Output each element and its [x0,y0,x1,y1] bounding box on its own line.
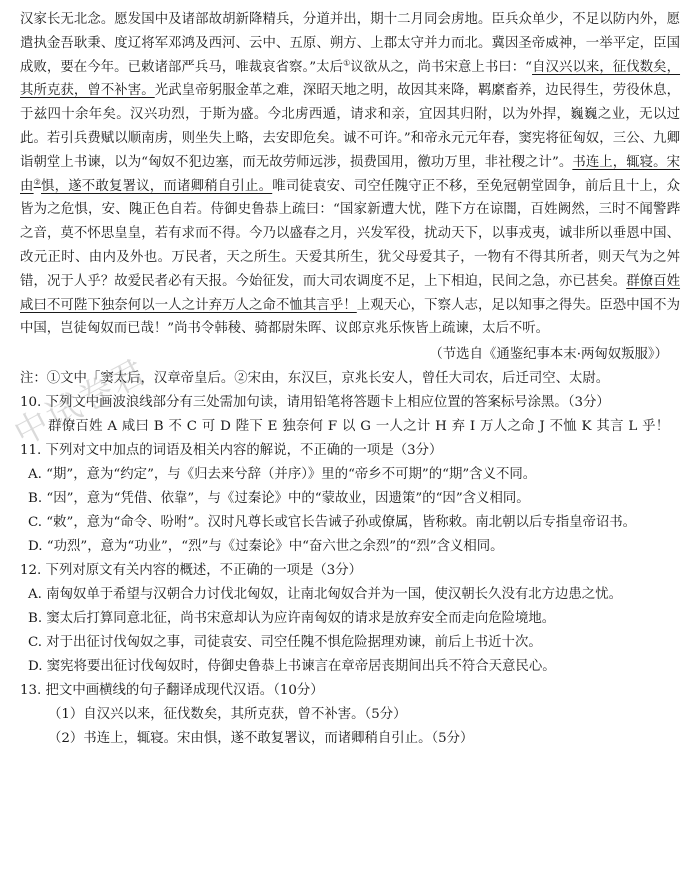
passage-text [20,8,680,341]
watermark-logo: 中试卷君 [7,351,154,455]
question-10-punctuation-line: 群僚百姓 A 咸曰 B 不 C 可 D 陛下 E 独奈何 F 以 G 一人之计 H 弃 I 万人之命 J 不恤 K 其言 L 乎！ [48,419,670,435]
question-10-stem: 10. 下列文中画波浪线部分有三处需加句读，请用铅笔将答题卡上相应位置的答案标号涂黑。（3分） [20,395,610,411]
question-12-option-b: B. 窦太后打算同意北征，尚书宋意却认为应许南匈奴的请求是放弃安全而走向危险境地。 [28,611,556,627]
question-12-option-a: A. 南匈奴单于希望与汉朝合力讨伐北匈奴，让南北匈奴合并为一国，使汉朝长久没有北方边患之忧。 [28,587,622,603]
question-11-option-c: C. “敕”，意为“命令、吩咐”。汉时凡尊长或官长告诫子孙或僚属，皆称敕。南北朝以后专指皇帝诏书。 [28,515,637,531]
underlined-sentence-2a: 书连上，辄寝。宋由 [20,154,680,194]
question-11-option-a: A. “期”，意为“约定”，与《归去来兮辞（并序）》里的“帝乡不可期”的“期”含义不同。 [28,467,537,483]
passage-segment-2: 光武皇帝躬服金革之难，深昭天地之明，故因其来降，羁縻畜养，边民得生，劳役休息，于兹四十余年矣。汉兴功烈，于斯为盛。今北虏西遁，请求和亲，宜因其归附，以为外捍，巍巍之业，无以过此。若引兵费赋以顺南虏，则坐失上略，去安即危矣。诚不可许。”和帝永元元年春，窦宪将征匈奴，三公、九卿诣朝堂上书谏，以为“匈奴不犯边塞，而无故劳师远涉，损费国用，徼功万里，非社稷之计”。 [20,83,681,170]
question-13-stem: 13. 把文中画横线的句子翻译成现代汉语。（10分） [20,683,324,699]
question-13-sub-2: （2）书连上，辄寝。宋由惧，遂不敢复署议，而诸卿稍自引止。（5分） [48,731,474,747]
question-13-sub-1: （1）自汉兴以来，征伐数矣，其所克获，曾不补害。（5分） [48,707,407,723]
passage-notes: 注：①文中「窦太后，汉章帝皇后。②宋由，东汉巨，京兆长安人，曾任大司农，后迁司空、太尉。 [20,371,610,387]
passage-segment-1-tail: 议欲从之，尚书宋意上书曰：“ [350,59,533,75]
question-11-stem: 11. 下列对文中加点的词语及相关内容的解说，不正确的一项是（3分） [20,443,443,459]
question-11-option-d: D. “功烈”，意为“功业”，“烈”与《过秦论》中“奋六世之余烈”的“烈”含义相同。 [28,539,504,555]
underlined-sentence-2b: 惧，遂不敢复署议，而诸卿稍自引止。 [41,178,273,194]
wavy-underlined-sentence: 群僚百姓咸曰不可陛下独奈何以一人之计弃万人之命不恤其言乎！ [20,273,681,313]
passage-segment-1: 汉家长无北念。愿发国中及诸部故胡新降精兵，分道并出，期十二月同会虏地。臣兵众单少，不足以防内外，愿遣执金吾耿秉、度辽将军邓鸿及西河、云中、五原、朔方、上郡太守并力而北。冀因圣帝威神，一举平定，臣国成败，要在今年。已敕诸部严兵马，唯裁哀省察。”太后 [20,12,680,75]
question-11-option-b: B. “因”，意为“凭借、依靠”，与《过秦论》中的“蒙故业，因遗策”的“因”含义相同。 [28,491,530,507]
note-marker-1: ① [343,58,351,68]
underlined-sentence-1: 自汉兴以来，征伐数矣，其所克获，曾不补害。 [20,59,681,99]
question-12-stem: 12. 下列对原文有关内容的概述，不正确的一项是（3分） [20,563,363,579]
passage-source: （节选自《通鉴纪事本末·两匈奴叛服》） [429,347,668,363]
passage-segment-4: 上观天心，下察人志，足以知事之得失。臣恐中国不为中国，岂徒匈奴而已哉！”尚书令韩稜、骑都尉朱晖、议郎京兆乐恢皆上疏谏，太后不听。 [20,297,681,337]
question-12-option-c: C. 对于出征讨伐匈奴之事，司徒袁安、司空任隗不惧危险据理劝谏，前后上书近十次。 [28,635,542,651]
note-marker-2: ② [33,177,41,187]
passage-segment-3: 唯司徒袁安、司空任隗守正不移，至免冠朝堂固争，前后且十上，众皆为之危惧，安、隗正色自若。侍御史鲁恭上疏曰：“国家新遭大忧，陛下方在谅闇，百姓阙然，三时不闻警跸之音，莫不怀思皇皇，若有求而不得。今乃以盛春之月，兴发军役，扰动天下，以事戎夷，诚非所以垂恩中国、改元正时、由内及外也。万民者，天之所生。天爱其所生，犹父母爱其子，一物有不得其所者，则天气为之舛错，况于人乎？故爱民者必有天报。今始征发，而大司农调度不足，上下相迫，民间之急，亦已甚矣。 [20,178,681,289]
question-12-option-d: D. 窦宪将要出征讨伐匈奴时，侍御史鲁恭上书谏言在章帝居丧期间出兵不符合天意民心。 [28,659,556,675]
